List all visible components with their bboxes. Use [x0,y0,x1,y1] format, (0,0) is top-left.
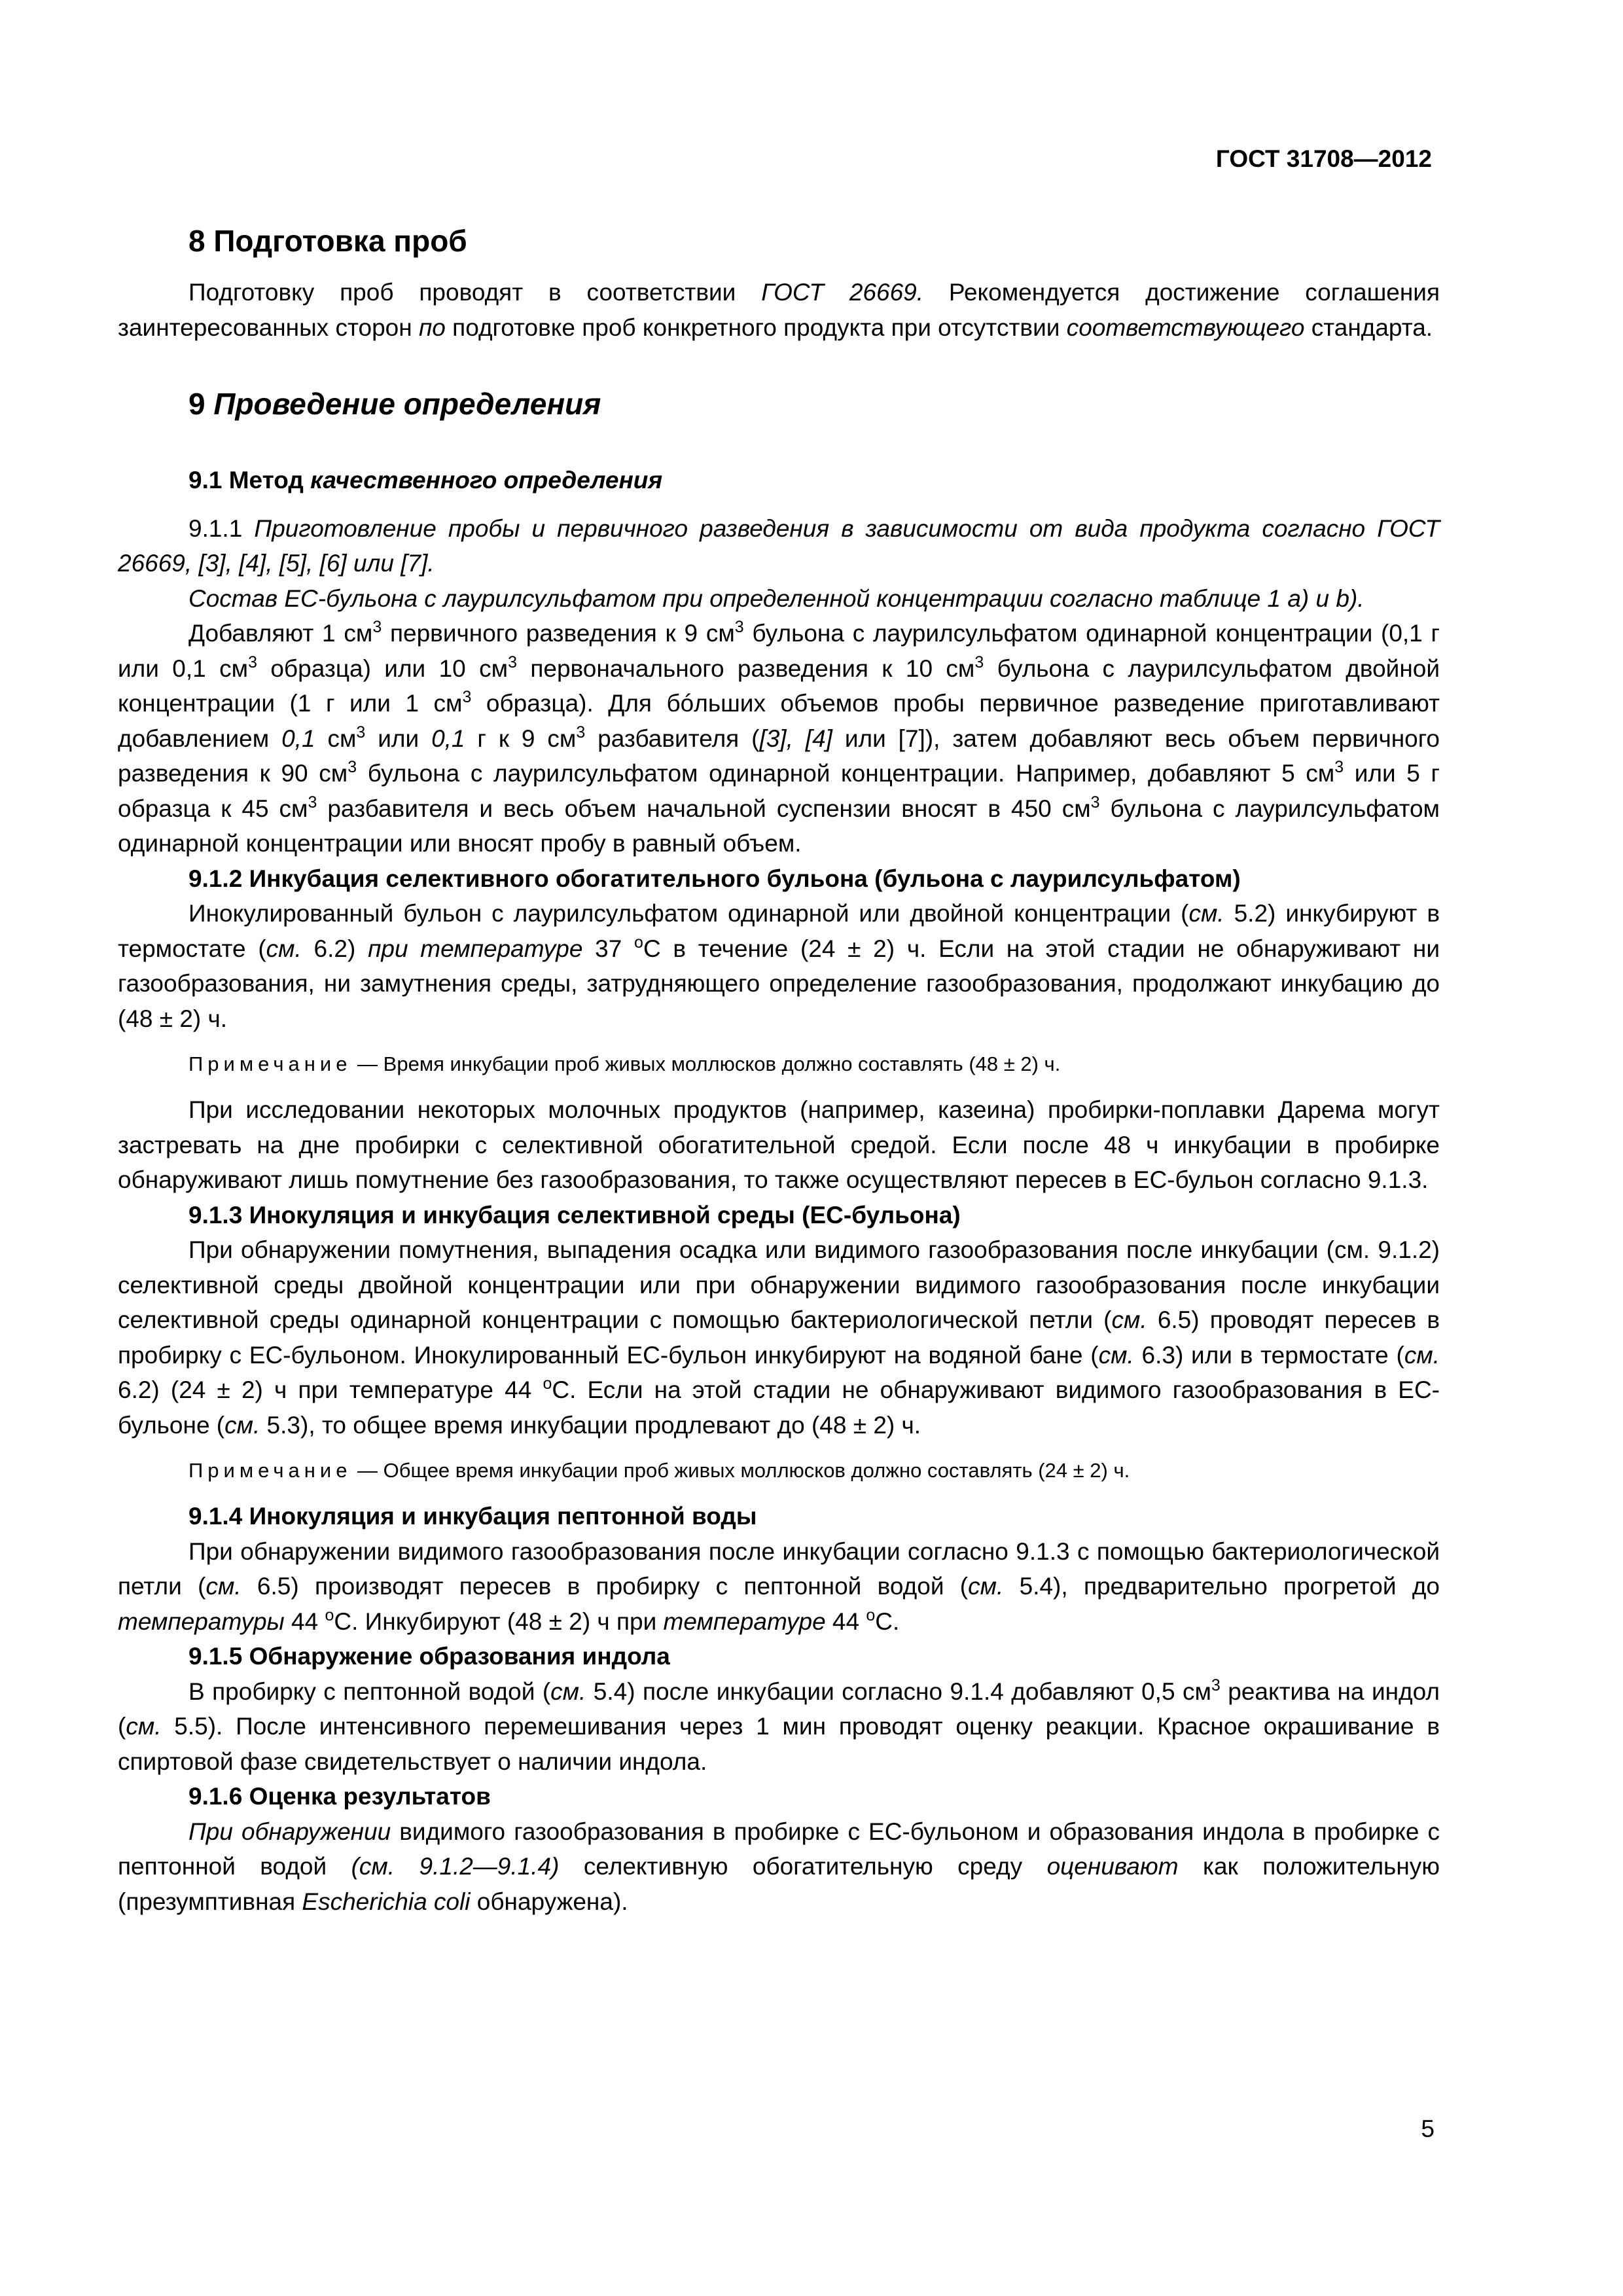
clause-9-1-6-title: 9.1.6 Оценка результатов [188,1783,491,1810]
clause-9-1-2-after-note: При исследовании некоторых молочных продуктов (например, казеина) пробирки-поплавки Дарема могут застревать на дне пробирки с селективной обогатительной средой. Если после 48 ч инкубации в пробирке обнаруживают лишь помутнение без газообразования, то также осуществляют пересев в ЕС-бульон согласно 9.1.3. [118,1096,1440,1193]
standard-code-header: ГОСТ 31708—2012 [1215,145,1432,172]
clause-9-1-1-composition: Состав ЕС-бульона с лаурилсульфатом при определенной концентрации согласно таблице 1 а) и b). [188,584,1364,612]
clause-9-1-3-body: При обнаружении помутнения, выпадения осадка или видимого газообразования после инкубации (см. 9.1.2) селективной среды двойной концентрации или при обнаружении видимого газообразования после инкубации селективной среды одинарной концентрации с помощью бактериологической петли (см. 6.5) проводят пересев в пробирку с ЕС-бульоном. Инокулированный ЕС-бульон инкубируют на водяной бане (см. 6.3) или в термостате (см. 6.2) (24 ± 2) ч при температуре 44 $^о$С. Если на этой стадии не обнаруживают видимого газообразования в ЕС-бульоне (см. 5.3), то общее время инкубации продлевают до (48 ± 2) ч. [118,1236,1440,1439]
clause-9-1-3-title: 9.1.3 Инокуляция и инкубация селективной среды (ЕС-бульона) [188,1201,961,1229]
clause-9-1-2-title: 9.1.2 Инкубация селективного обогатительного бульона (бульона с лаурилсульфатом) [188,865,1241,892]
clause-9-1-1-body: Добавляют 1 $см^3$ первичного разведения к 9 $см^3$ бульона с лаурилсульфатом одинарной концентрации (0,1 г или 0,1 $см^3$ образца) или 10 $см^3$ первоначального разведения к 10 $см^3$ бульона с лаурилсульфатом двойной концентрации (1 г или 1 $см^3$ образца). Для бóльших объемов пробы первичное разведение приготавливают добавлением 0,1 $см^3$ или 0,1 г к 9 $см^3$ разбавителя ([3], [4] или [7]), затем добавляют весь объем первичного разведения к 90 $см^3$ бульона с лаурилсульфатом одинарной концентрации. Например, добавляют 5 $см^3$ или 5 г образца к 45 $см^3$ разбавителя и весь объем начальной суспензии вносят в 450 $см^3$ бульона с лаурилсульфатом одинарной концентрации или вносят пробу в равный объем. [118,618,1440,857]
clause-9-1-4-title: 9.1.4 Инокуляция и инкубация пептонной воды [188,1503,757,1530]
clause-9-1-title: 9.1 Метод качественного определения [188,467,663,493]
clause-9-1-1-intro: 9.1.1 Приготовление пробы и первичного разведения в зависимости от вида продукта согласно ГОСТ 26669, [3], [4], [5], [6] или [7]. [118,514,1440,577]
page-number: 5 [1421,2115,1435,2142]
section-8-paragraph: Подготовку проб проводят в соответствии ГОСТ 26669. Рекомендуется достижение соглашения заинтересованных сторон по подготовке проб конкретного продукта при отсутствии соответствующего стандарта. [118,279,1440,341]
clause-9-1-4-body: При обнаружении видимого газообразования после инкубации согласно 9.1.3 с помощью бактериологической петли (см. 6.5) производят пересев в пробирку с пептонной водой (см. 5.4), предварительно прогретой до температуры 44 $^о$С. Инкубируют (48 ± 2) ч при температуре 44 $^о$С. [118,1537,1440,1635]
document-body [118,220,1440,1919]
clause-9-1-2-body: Инокулированный бульон с лаурилсульфатом одинарной или двойной концентрации (см. 5.2) инкубируют в термостате (см. 6.2) при температуре 37 $^о$С в течение (24 ± 2) ч. Если на этой стадии не обнаруживают ни газообразования, ни замутнения среды, затрудняющего определение газообразования, продолжают инкубацию до (48 ± 2) ч. [118,900,1440,1032]
section-8-title: 8 Подготовка проб [188,224,467,258]
section-9-title: 9 Проведение определения [188,387,601,421]
clause-9-1-2-note: Примечание — Время инкубации проб живых моллюсков должно составлять (48 ± 2) ч. [188,1052,1061,1075]
clause-9-1-5-title: 9.1.5 Обнаружение образования индола [188,1643,670,1670]
clause-9-1-3-note: Примечание — Общее время инкубации проб живых моллюсков должно составлять (24 ± 2) ч. [188,1459,1130,1482]
clause-9-1-6-body: При обнаружении видимого газообразования в пробирке с ЕС-бульоном и образования индола в пробирке с пептонной водой (см. 9.1.2—9.1.4) селективную обогатительную среду оценивают как положительную (презумптивная Escherichia coli обнаружена). [118,1818,1440,1915]
clause-9-1-5-body: В пробирку с пептонной водой (см. 5.4) после инкубации согласно 9.1.4 добавляют 0,5 $см^3$ реактива на индол (см. 5.5). После интенсивного перемешивания через 1 мин проводят оценку реакции. Красное окрашивание в спиртовой фазе свидетельствует о наличии индола. [118,1676,1440,1775]
